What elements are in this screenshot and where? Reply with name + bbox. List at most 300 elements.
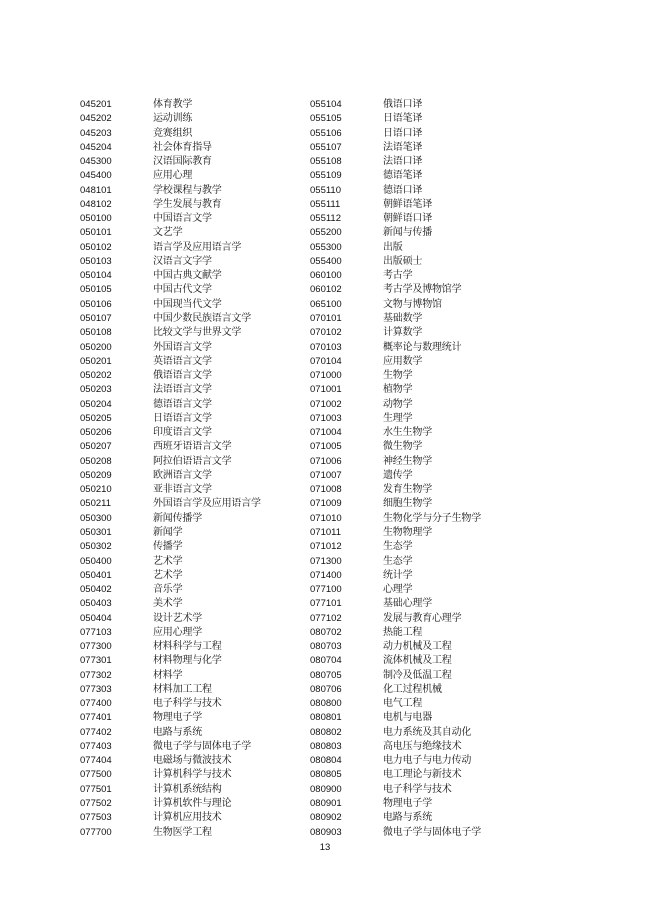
subject-code: 055107 [310,141,342,153]
subject-name: 中国古典文献学 [153,270,222,282]
subject-code: 077401 [80,712,112,724]
subject-code: 050404 [80,612,112,624]
subject-code: 071012 [310,541,342,553]
table-row [310,768,481,782]
subject-name: 传播学 [153,541,183,553]
subject-code: 077100 [310,584,342,596]
subject-name: 新闻传播学 [153,512,202,524]
subject-name: 电磁场与微波技术 [153,755,232,767]
subject-code: 080900 [310,783,342,795]
subject-name: 考古学及博物馆学 [383,284,462,296]
subject-name: 化工过程机械 [383,683,442,695]
subject-code: 045203 [80,127,112,139]
subject-name: 微生物学 [383,441,423,453]
subject-code: 071300 [310,555,342,567]
subject-code: 077101 [310,598,342,610]
table-row [310,212,481,226]
subject-code: 048101 [80,184,112,196]
table-row [80,526,261,540]
subject-name: 微电子学与固体电子学 [383,826,481,838]
subject-name: 发展与教育心理学 [383,612,462,624]
table-row [310,826,481,840]
subject-code: 071007 [310,469,342,481]
table-row [80,269,261,283]
table-row [310,241,481,255]
table-row [80,341,261,355]
subject-code: 050107 [80,312,112,324]
subject-code: 050400 [80,555,112,567]
subject-code: 071002 [310,398,342,410]
subject-name: 应用心理学 [153,626,202,638]
table-row [310,512,481,526]
subject-name: 竞赛组织 [153,127,193,139]
subject-code: 055104 [310,99,342,110]
table-row [310,426,481,440]
subject-name: 考古学 [383,270,413,282]
subject-name: 文物与博物馆 [383,298,442,310]
subject-name: 统计学 [383,569,413,581]
subject-name: 俄语语言文学 [153,370,212,382]
subject-name: 水生生物学 [383,427,432,439]
subject-code: 050106 [80,298,112,310]
subject-code: 080800 [310,698,342,710]
subject-name: 德语语言文学 [153,398,212,410]
subject-code: 080801 [310,712,342,724]
table-row [310,312,481,326]
subject-name: 微电子学与固体电子学 [153,740,251,752]
subject-name: 物理电子学 [153,712,202,724]
table-row [80,383,261,397]
subject-code: 050206 [80,427,112,439]
table-row [80,740,261,754]
table-row [310,654,481,668]
subject-code: 077102 [310,612,342,624]
right-column [310,98,481,840]
table-row [310,711,481,725]
subject-code: 071001 [310,384,342,396]
subject-name: 制冷及低温工程 [383,669,452,681]
subject-code: 050204 [80,398,112,410]
subject-code: 071004 [310,427,342,439]
table-row [80,797,261,811]
subject-name: 新闻学 [153,526,183,538]
subject-code: 065100 [310,298,342,310]
subject-name: 基础心理学 [383,598,432,610]
subject-name: 欧洲语言文学 [153,469,212,481]
subject-code: 055109 [310,170,342,182]
table-row [310,326,481,340]
table-row [310,141,481,155]
subject-code: 045400 [80,170,112,182]
subject-code: 077502 [80,798,112,810]
subject-name: 学校课程与教学 [153,184,222,196]
subject-name: 朝鲜语口译 [383,213,432,225]
subject-name: 中国语言文学 [153,213,212,225]
subject-code: 070103 [310,341,342,353]
subject-code: 077103 [80,626,112,638]
subject-name: 比较文学与世界文学 [153,327,242,339]
subject-name: 出版 [383,241,403,253]
subject-code: 070102 [310,327,342,339]
subject-code: 060100 [310,270,342,282]
subject-code: 045202 [80,113,112,125]
table-row [80,469,261,483]
table-row [80,726,261,740]
subject-name: 计算机科学与技术 [153,769,232,781]
subject-name: 生物医学工程 [153,826,212,838]
subject-code: 071009 [310,498,342,510]
subject-code: 077700 [80,826,112,838]
subject-name: 应用数学 [383,355,423,367]
table-row [80,241,261,255]
table-row [80,826,261,840]
subject-code: 050200 [80,341,112,353]
subject-name: 材料加工工程 [153,683,212,695]
subject-name: 心理学 [383,584,413,596]
subject-name: 电工理论与新技术 [383,769,462,781]
table-row [310,255,481,269]
table-row [310,440,481,454]
subject-code: 077303 [80,683,112,695]
subject-code: 077501 [80,783,112,795]
subject-code: 071008 [310,484,342,496]
left-column [80,98,261,840]
subject-code: 077500 [80,769,112,781]
table-row [310,526,481,540]
table-row [310,369,481,383]
subject-code: 071005 [310,441,342,453]
subject-name: 生物学 [383,370,413,382]
subject-code: 050202 [80,370,112,382]
subject-name: 日语语言文学 [153,412,212,424]
subject-code: 071400 [310,569,342,581]
table-row [80,412,261,426]
subject-code: 055106 [310,127,342,139]
subject-name: 德语口译 [383,184,423,196]
subject-code: 077404 [80,755,112,767]
table-row [310,811,481,825]
table-row [80,540,261,554]
subject-code: 055105 [310,113,342,125]
subject-code: 080803 [310,740,342,752]
subject-name: 材料物理与化学 [153,655,222,667]
subject-code: 055111 [310,198,341,210]
table-row [310,398,481,412]
subject-name: 社会体育指导 [153,141,212,153]
table-row [80,369,261,383]
subject-name: 发育生物学 [383,484,432,496]
subject-name: 基础数学 [383,312,423,324]
table-row [80,512,261,526]
table-row [310,184,481,198]
subject-code: 050301 [80,526,112,538]
table-row [80,212,261,226]
subject-name: 材料科学与工程 [153,641,222,653]
table-row [80,398,261,412]
table-row [80,326,261,340]
subject-code: 077503 [80,812,112,824]
table-row [80,127,261,141]
table-row [80,440,261,454]
subject-code: 050402 [80,584,112,596]
table-row [80,569,261,583]
subject-name: 电力电子与电力传动 [383,755,472,767]
table-row [310,469,481,483]
subject-name: 外国语言学及应用语言学 [153,498,261,510]
subject-code: 080702 [310,626,342,638]
table-row [310,455,481,469]
subject-code: 080706 [310,683,342,695]
subject-name: 细胞生物学 [383,498,432,510]
table-row [310,697,481,711]
table-row [310,640,481,654]
subject-name: 西班牙语语言文学 [153,441,232,453]
table-row [80,355,261,369]
subject-name: 电子科学与技术 [153,698,222,710]
subject-code: 050300 [80,512,112,524]
subject-name: 文艺学 [153,227,183,239]
subject-code: 080704 [310,655,342,667]
subject-name: 植物学 [383,384,413,396]
subject-code: 050104 [80,270,112,282]
subject-code: 055300 [310,241,342,253]
table-row [310,497,481,511]
subject-name: 语言学及应用语言学 [153,241,242,253]
subject-name: 概率论与数理统计 [383,341,462,353]
subject-name: 中国现当代文学 [153,298,222,310]
subject-code: 050205 [80,412,112,424]
subject-code: 050211 [80,498,111,510]
subject-name: 计算数学 [383,327,423,339]
subject-name: 阿拉伯语语言文学 [153,455,232,467]
subject-name: 高电压与绝缘技术 [383,740,462,752]
subject-code: 071000 [310,370,342,382]
subject-name: 俄语口译 [383,99,423,110]
table-row [310,112,481,126]
table-row [310,127,481,141]
subject-name: 运动训练 [153,113,193,125]
table-row [310,269,481,283]
subject-code: 077400 [80,698,112,710]
subject-code: 050209 [80,469,112,481]
table-row [310,669,481,683]
table-row [310,583,481,597]
subject-name: 计算机软件与理论 [153,798,232,810]
subject-name: 物理电子学 [383,798,432,810]
table-row [80,683,261,697]
subject-code: 050302 [80,541,112,553]
table-row [80,811,261,825]
table-row [80,754,261,768]
table-row [80,783,261,797]
table-row [310,740,481,754]
subject-name: 汉语国际教育 [153,156,212,168]
subject-code: 060102 [310,284,342,296]
subject-code: 077301 [80,655,112,667]
subject-name: 德语笔译 [383,170,423,182]
table-row [80,669,261,683]
subject-code: 045300 [80,156,112,168]
subject-code: 071006 [310,455,342,467]
table-row [80,312,261,326]
subject-name: 电路与系统 [153,726,202,738]
subject-code: 050207 [80,441,112,453]
table-row [80,626,261,640]
subject-name: 生理学 [383,412,413,424]
table-row [310,198,481,212]
subject-name: 遗传学 [383,469,413,481]
subject-code: 077402 [80,726,112,738]
table-row [80,184,261,198]
subject-name: 中国少数民族语言文学 [153,312,251,324]
table-row [310,169,481,183]
table-row [80,654,261,668]
subject-code: 080705 [310,669,342,681]
subject-code: 071010 [310,512,342,524]
subject-name: 生物物理学 [383,526,432,538]
subject-name: 新闻与传播 [383,227,432,239]
page-number: 13 [319,842,331,853]
table-row [80,612,261,626]
subject-name: 艺术学 [153,569,183,581]
subject-code: 050101 [80,227,112,239]
subject-code: 050203 [80,384,112,396]
table-row [310,726,481,740]
table-row [80,98,261,112]
subject-name: 法语口译 [383,156,423,168]
table-row [310,555,481,569]
subject-code: 050403 [80,598,112,610]
subject-code: 045201 [80,99,112,110]
table-row [80,597,261,611]
table-row [80,583,261,597]
subject-code: 080901 [310,798,342,810]
table-row [310,98,481,112]
subject-code: 055400 [310,255,342,267]
table-row [80,298,261,312]
subject-code: 070101 [310,312,342,324]
subject-name: 法语语言文学 [153,384,212,396]
table-row [80,141,261,155]
subject-code: 050103 [80,255,112,267]
subject-name: 神经生物学 [383,455,432,467]
table-row [80,497,261,511]
subject-code: 050108 [80,327,112,339]
table-row [80,711,261,725]
subject-name: 汉语言文字学 [153,255,212,267]
subject-name: 外国语言文学 [153,341,212,353]
subject-name: 亚非语言文学 [153,484,212,496]
table-row [310,783,481,797]
table-row [80,283,261,297]
table-row [310,226,481,240]
subject-code: 080802 [310,726,342,738]
subject-name: 动物学 [383,398,413,410]
subject-code: 070104 [310,355,342,367]
table-row [310,797,481,811]
subject-code: 080903 [310,826,342,838]
subject-name: 动力机械及工程 [383,641,452,653]
table-row [80,455,261,469]
subject-code: 080703 [310,641,342,653]
subject-name: 应用心理 [153,170,193,182]
subject-name: 电机与电器 [383,712,432,724]
subject-code: 077302 [80,669,112,681]
table-row [310,383,481,397]
table-row [80,555,261,569]
subject-name: 法语笔译 [383,141,423,153]
subject-code: 050210 [80,484,112,496]
subject-name: 中国古代文学 [153,284,212,296]
subject-code: 055112 [310,213,341,225]
subject-name: 材料学 [153,669,183,681]
subject-name: 电力系统及其自动化 [383,726,472,738]
subject-code: 045204 [80,141,112,153]
table-row [80,226,261,240]
subject-name: 日语口译 [383,127,423,139]
table-row [310,569,481,583]
subject-name: 电路与系统 [383,812,432,824]
table-row [310,412,481,426]
subject-code: 050401 [80,569,112,581]
table-row [80,169,261,183]
table-row [80,426,261,440]
subject-name: 艺术学 [153,555,183,567]
subject-name: 音乐学 [153,584,183,596]
subject-code: 080902 [310,812,342,824]
subject-code: 048102 [80,198,112,210]
subject-name: 出版硕士 [383,255,423,267]
subject-code: 050102 [80,241,112,253]
subject-code: 055110 [310,184,341,196]
subject-code: 055200 [310,227,342,239]
subject-code: 050105 [80,284,112,296]
table-row [80,483,261,497]
table-row [310,155,481,169]
table-row [310,626,481,640]
subject-name: 生物化学与分子生物学 [383,512,481,524]
table-row [310,341,481,355]
subject-code: 080804 [310,755,342,767]
subject-name: 电气工程 [383,698,423,710]
table-row [80,198,261,212]
subject-name: 印度语言文学 [153,427,212,439]
table-row [310,355,481,369]
subject-code: 071003 [310,412,342,424]
table-row [310,683,481,697]
table-row [310,283,481,297]
subject-code: 055108 [310,156,342,168]
table-row [310,298,481,312]
subject-name: 英语语言文学 [153,355,212,367]
subject-name: 日语笔译 [383,113,423,125]
table-row [80,112,261,126]
subject-code: 050208 [80,455,112,467]
subject-code: 071011 [310,526,341,538]
subject-name: 流体机械及工程 [383,655,452,667]
table-row [310,754,481,768]
subject-name: 计算机系统结构 [153,783,222,795]
subject-code: 080805 [310,769,342,781]
table-row [80,768,261,782]
subject-code: 050100 [80,213,112,225]
subject-name: 电子科学与技术 [383,783,452,795]
subject-name: 学生发展与教育 [153,198,222,210]
subject-name: 生态学 [383,555,413,567]
subject-name: 设计艺术学 [153,612,202,624]
table-row [310,597,481,611]
table-row [310,540,481,554]
